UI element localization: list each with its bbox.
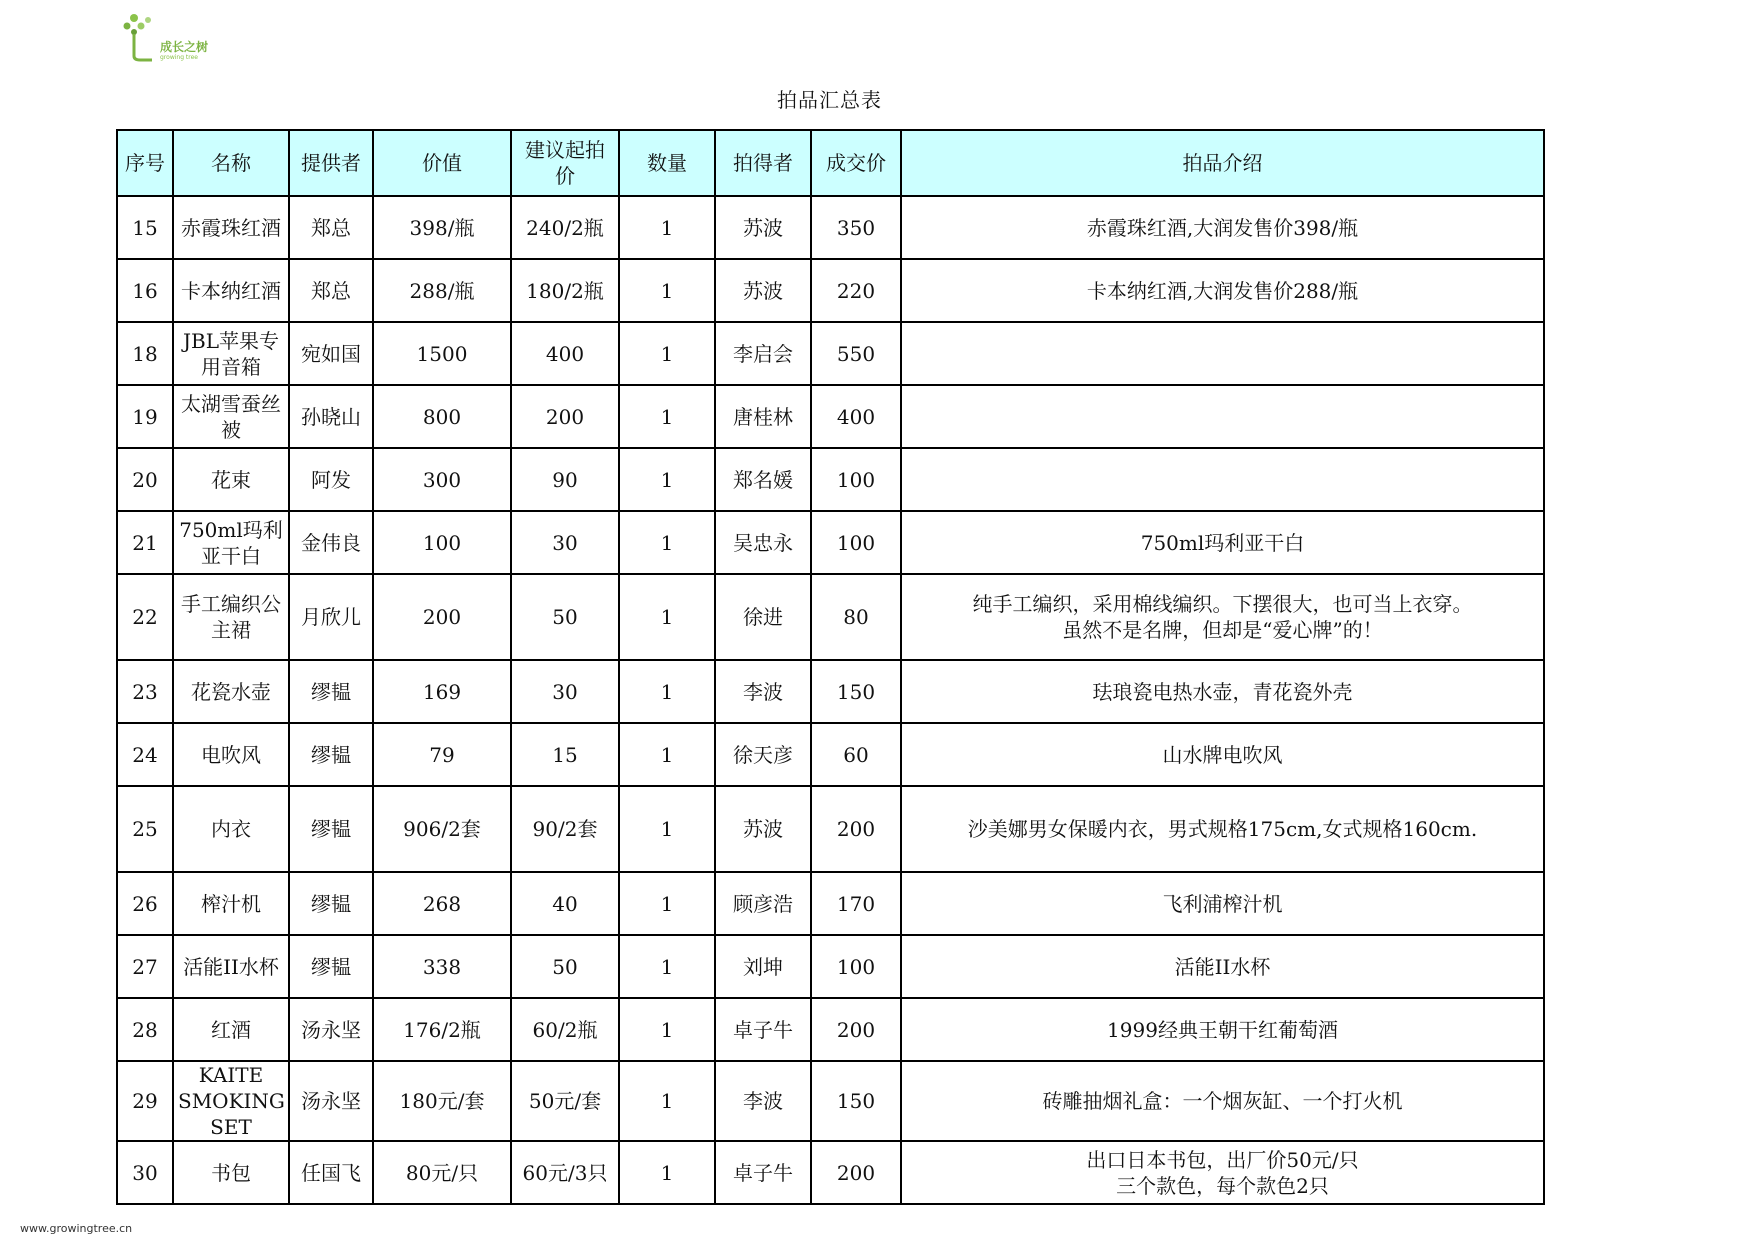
footer-url: www.growingtree.cn <box>20 1222 133 1235</box>
cell-name: 太湖雪蚕丝被 <box>173 385 289 448</box>
cell-value: 268 <box>373 872 511 935</box>
cell-final-price: 100 <box>811 448 901 511</box>
cell-provider: 宛如国 <box>289 322 373 385</box>
cell-qty: 1 <box>619 935 715 998</box>
cell-start-price: 90/2套 <box>511 786 619 872</box>
cell-final-price: 220 <box>811 259 901 322</box>
cell-value: 80元/只 <box>373 1141 511 1204</box>
table-row <box>117 322 1544 385</box>
cell-value: 176/2瓶 <box>373 998 511 1061</box>
cell-provider: 缪韫 <box>289 723 373 786</box>
table-row <box>117 998 1544 1061</box>
cell-name: 榨汁机 <box>173 872 289 935</box>
cell-qty: 1 <box>619 448 715 511</box>
cell-final-price: 80 <box>811 574 901 660</box>
header-name: 名称 <box>173 130 289 196</box>
cell-no: 18 <box>117 322 173 385</box>
cell-winner: 刘坤 <box>715 935 811 998</box>
cell-no: 15 <box>117 196 173 259</box>
cell-final-price: 100 <box>811 511 901 574</box>
tree-logo-icon <box>122 12 162 62</box>
cell-qty: 1 <box>619 1061 715 1141</box>
cell-intro <box>901 385 1544 448</box>
cell-no: 21 <box>117 511 173 574</box>
cell-no: 27 <box>117 935 173 998</box>
cell-start-price: 50元/套 <box>511 1061 619 1141</box>
cell-start-price: 30 <box>511 511 619 574</box>
cell-qty: 1 <box>619 574 715 660</box>
cell-intro: 出口日本书包，出厂价50元/只 三个款色，每个款色2只 <box>901 1141 1544 1204</box>
cell-start-price: 40 <box>511 872 619 935</box>
cell-start-price: 400 <box>511 322 619 385</box>
cell-winner: 李波 <box>715 1061 811 1141</box>
cell-intro: 活能II水杯 <box>901 935 1544 998</box>
cell-provider: 汤永坚 <box>289 998 373 1061</box>
cell-final-price: 550 <box>811 322 901 385</box>
cell-value: 288/瓶 <box>373 259 511 322</box>
cell-value: 180元/套 <box>373 1061 511 1141</box>
cell-start-price: 240/2瓶 <box>511 196 619 259</box>
cell-provider: 缪韫 <box>289 786 373 872</box>
cell-value: 300 <box>373 448 511 511</box>
cell-qty: 1 <box>619 259 715 322</box>
cell-no: 30 <box>117 1141 173 1204</box>
header-final-price: 成交价 <box>811 130 901 196</box>
cell-name: 红酒 <box>173 998 289 1061</box>
cell-final-price: 400 <box>811 385 901 448</box>
header-qty: 数量 <box>619 130 715 196</box>
header-provider: 提供者 <box>289 130 373 196</box>
cell-name: 活能II水杯 <box>173 935 289 998</box>
cell-name: 内衣 <box>173 786 289 872</box>
cell-start-price: 15 <box>511 723 619 786</box>
cell-final-price: 170 <box>811 872 901 935</box>
cell-value: 398/瓶 <box>373 196 511 259</box>
cell-value: 1500 <box>373 322 511 385</box>
cell-value: 800 <box>373 385 511 448</box>
cell-provider: 汤永坚 <box>289 1061 373 1141</box>
cell-qty: 1 <box>619 511 715 574</box>
cell-name: 手工编织公主裙 <box>173 574 289 660</box>
table-row <box>117 723 1544 786</box>
cell-final-price: 200 <box>811 998 901 1061</box>
cell-intro: 珐琅瓷电热水壶，青花瓷外壳 <box>901 660 1544 723</box>
cell-provider: 缪韫 <box>289 660 373 723</box>
table-row <box>117 872 1544 935</box>
cell-winner: 李启会 <box>715 322 811 385</box>
cell-no: 29 <box>117 1061 173 1141</box>
table-row <box>117 660 1544 723</box>
cell-qty: 1 <box>619 385 715 448</box>
table-row <box>117 1141 1544 1204</box>
cell-value: 906/2套 <box>373 786 511 872</box>
cell-provider: 缪韫 <box>289 935 373 998</box>
cell-winner: 吴忠永 <box>715 511 811 574</box>
cell-intro: 山水牌电吹风 <box>901 723 1544 786</box>
cell-qty: 1 <box>619 1141 715 1204</box>
page-title: 拍品汇总表 <box>777 88 882 112</box>
table-row <box>117 574 1544 660</box>
cell-qty: 1 <box>619 998 715 1061</box>
cell-final-price: 350 <box>811 196 901 259</box>
cell-value: 100 <box>373 511 511 574</box>
header-winner: 拍得者 <box>715 130 811 196</box>
cell-winner: 唐桂林 <box>715 385 811 448</box>
cell-start-price: 60元/3只 <box>511 1141 619 1204</box>
cell-intro: 赤霞珠红酒,大润发售价398/瓶 <box>901 196 1544 259</box>
cell-final-price: 150 <box>811 660 901 723</box>
cell-provider: 孙晓山 <box>289 385 373 448</box>
cell-provider: 缪韫 <box>289 872 373 935</box>
cell-intro: 卡本纳红酒,大润发售价288/瓶 <box>901 259 1544 322</box>
header-no: 序号 <box>117 130 173 196</box>
cell-no: 16 <box>117 259 173 322</box>
cell-winner: 卓子牛 <box>715 1141 811 1204</box>
cell-final-price: 200 <box>811 1141 901 1204</box>
cell-name: 花束 <box>173 448 289 511</box>
table-row <box>117 196 1544 259</box>
cell-name: KAITE SMOKING SET <box>173 1061 289 1141</box>
cell-provider: 阿发 <box>289 448 373 511</box>
cell-intro: 纯手工编织，采用棉线编织。下摆很大，也可当上衣穿。 虽然不是名牌，但却是“爱心牌”的！ <box>901 574 1544 660</box>
cell-start-price: 50 <box>511 574 619 660</box>
cell-start-price: 50 <box>511 935 619 998</box>
cell-winner: 苏波 <box>715 196 811 259</box>
table-row <box>117 448 1544 511</box>
cell-winner: 苏波 <box>715 259 811 322</box>
cell-start-price: 200 <box>511 385 619 448</box>
cell-start-price: 90 <box>511 448 619 511</box>
cell-provider: 郑总 <box>289 196 373 259</box>
cell-name: 750ml玛利亚干白 <box>173 511 289 574</box>
cell-winner: 苏波 <box>715 786 811 872</box>
header-value: 价值 <box>373 130 511 196</box>
cell-intro: 沙美娜男女保暖内衣，男式规格175cm,女式规格160cm. <box>901 786 1544 872</box>
cell-winner: 卓子牛 <box>715 998 811 1061</box>
cell-final-price: 150 <box>811 1061 901 1141</box>
cell-qty: 1 <box>619 322 715 385</box>
cell-intro: 750ml玛利亚干白 <box>901 511 1544 574</box>
cell-provider: 郑总 <box>289 259 373 322</box>
cell-provider: 任国飞 <box>289 1141 373 1204</box>
cell-no: 26 <box>117 872 173 935</box>
auction-summary-table <box>116 129 1545 1205</box>
cell-winner: 郑名媛 <box>715 448 811 511</box>
table-row <box>117 385 1544 448</box>
table-row <box>117 786 1544 872</box>
logo <box>122 12 232 64</box>
cell-intro: 飞利浦榨汁机 <box>901 872 1544 935</box>
cell-no: 20 <box>117 448 173 511</box>
cell-winner: 徐天彦 <box>715 723 811 786</box>
cell-intro: 1999经典王朝干红葡萄酒 <box>901 998 1544 1061</box>
logo-text: 成长之树 <box>160 40 209 54</box>
table-row <box>117 935 1544 998</box>
table-row <box>117 511 1544 574</box>
cell-winner: 徐进 <box>715 574 811 660</box>
table-row <box>117 1061 1544 1141</box>
cell-intro <box>901 448 1544 511</box>
cell-qty: 1 <box>619 872 715 935</box>
cell-provider: 金伟良 <box>289 511 373 574</box>
cell-intro <box>901 322 1544 385</box>
logo-subtext: growing tree <box>160 54 198 61</box>
cell-start-price: 30 <box>511 660 619 723</box>
cell-value: 79 <box>373 723 511 786</box>
cell-qty: 1 <box>619 196 715 259</box>
cell-no: 23 <box>117 660 173 723</box>
cell-name: 赤霞珠红酒 <box>173 196 289 259</box>
cell-start-price: 180/2瓶 <box>511 259 619 322</box>
header-start-price: 建议起拍价 <box>511 130 619 196</box>
cell-start-price: 60/2瓶 <box>511 998 619 1061</box>
cell-qty: 1 <box>619 723 715 786</box>
table-header-row <box>117 130 1544 196</box>
cell-name: 书包 <box>173 1141 289 1204</box>
cell-value: 200 <box>373 574 511 660</box>
cell-final-price: 60 <box>811 723 901 786</box>
cell-name: JBL苹果专用音箱 <box>173 322 289 385</box>
cell-no: 22 <box>117 574 173 660</box>
cell-name: 电吹风 <box>173 723 289 786</box>
cell-final-price: 100 <box>811 935 901 998</box>
cell-qty: 1 <box>619 786 715 872</box>
cell-final-price: 200 <box>811 786 901 872</box>
cell-no: 19 <box>117 385 173 448</box>
header-intro: 拍品介绍 <box>901 130 1544 196</box>
cell-no: 28 <box>117 998 173 1061</box>
cell-no: 25 <box>117 786 173 872</box>
table-row <box>117 259 1544 322</box>
cell-intro: 砖雕抽烟礼盒：一个烟灰缸、一个打火机 <box>901 1061 1544 1141</box>
cell-qty: 1 <box>619 660 715 723</box>
cell-no: 24 <box>117 723 173 786</box>
cell-value: 169 <box>373 660 511 723</box>
cell-winner: 顾彦浩 <box>715 872 811 935</box>
cell-provider: 月欣儿 <box>289 574 373 660</box>
cell-winner: 李波 <box>715 660 811 723</box>
cell-name: 花瓷水壶 <box>173 660 289 723</box>
cell-value: 338 <box>373 935 511 998</box>
cell-name: 卡本纳红酒 <box>173 259 289 322</box>
